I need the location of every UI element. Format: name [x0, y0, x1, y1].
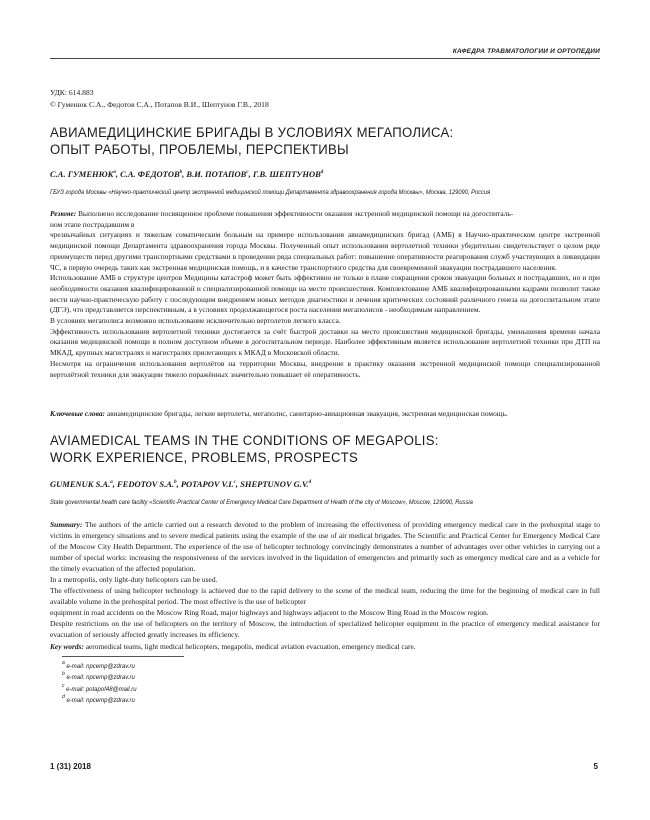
- abstract-en: [50, 519, 600, 640]
- keywords-en-label: Key words:: [50, 642, 84, 651]
- abstract-en-paragraph: The effectiveness of using helicopter technology is achieved due to the rapid delivery to the scene of the medical team, reducing the time for the beginning of medical care in full available volume in the prehospital period. The most effective is the use of helicopter: [50, 586, 600, 606]
- footnote-c: $^c$ e-mail: potapof48@mail.ru: [62, 682, 137, 693]
- authors-en: [50, 479, 311, 489]
- author-ru-1: С.А. $ГУМЕНЮК^а$,: [50, 169, 121, 179]
- abstract-ru-paragraph: Эффективность использования вертолетной техники достигается за счёт быстрой доставки на место происшествия медицинской бригады, уменьшения времени начала оказания медицинской помощи в полном доступном объеме в догоспитальном периоде. Наиболее эффективным является использование вертолетной техники при ДТП на МКАД, крупных магистралях и магистралях прилегающих к МКАД в Московской области.: [50, 326, 600, 358]
- abstract-ru-paragraph: чрезвычайных ситуациях и тяжелым соматическим больным на примере использования авиамедицинских бригад (АМБ) в Научно-практическом центре экстренной медицинской помощи Департамента здравоохранения города Москвы. Полученный опыт использования вертолетной техники убедительно свидетельствует о целом ряде преимуществ перед другими транспортными средствами в проведении ряда специальных работ: повышение оперативности реагирования служб участвующих в ликвидации ЧС, в первую очередь таких как экстренная медицинская помощь, и в качестве транспортного средства для своевременной эвакуации пострадавшего населения.: [50, 230, 600, 272]
- issue-number: 1 (31) 2018: [50, 762, 91, 771]
- author-en-2: FEDOTOV S.A.$^b$,: [116, 479, 181, 489]
- abstract-ru: [50, 209, 600, 380]
- title-ru-line1: АВИАМЕДИЦИНСКИЕ БРИГАДЫ В УСЛОВИЯХ МЕГАПОЛИСА:: [50, 125, 454, 140]
- keywords-ru-text: авиамедицинские бригады, легкие вертолеты, мегаполис, санитарно-авиационная эвакуация, экстренная медицинская помощь.: [106, 409, 508, 418]
- page-number: 5: [593, 762, 598, 771]
- footnotes: [62, 660, 137, 705]
- abstract-en-paragraph: Despite restrictions on the use of helicopters on the territory of Moscow, the introduction of specialized helicopter equipment in the practice of emergency medical assistance for evacuation of seriously affected greatly increases its efficiency.: [50, 619, 600, 639]
- footnote-rule: [62, 656, 184, 657]
- title-en-line2: WORK EXPERIENCE, PROBLEMS, PROSPECTS: [50, 450, 359, 465]
- title-en: [50, 432, 589, 466]
- running-head: КАФЕДРА ТРАВМАТОЛОГИИ И ОРТОПЕДИИ: [452, 48, 600, 55]
- footnote-d: $^d$ e-mail: npcemp@zdrav.ru: [62, 693, 135, 704]
- abstract-ru-line: ном этапе пострадавшим в: [50, 219, 135, 229]
- abstract-ru-paragraph: В условиях мегаполиса возможно использование исключительно вертолетов легкого класса.: [50, 316, 341, 326]
- affiliation-ru: ГБУЗ города Москвы «Научно-практический центр экстренной медицинской помощи Департамента здравоохранения города Москвы», Москва, 129090, Россия: [50, 189, 491, 196]
- author-en-3: POTAPOV V.I.$^c$,: [180, 479, 241, 489]
- footnote-b: $^b$ e-mail: npcemp@zdrav.ru: [62, 671, 135, 682]
- abstract-ru-paragraph: Несмотря на ограничения использования вертолётов на территории Москвы, внедрение в практику оказания экстренной медицинской помощи специализированной вертолётной техники для эвакуации тяжело поражённых значительно повышает её оперативность.: [50, 358, 600, 379]
- title-ru-line2: ОПЫТ РАБОТЫ, ПРОБЛЕМЫ, ПЕРСПЕКТИВЫ: [50, 142, 349, 157]
- abstract-en-paragraph: In a metropolis, only light-duty helicopters can be used.: [50, 575, 218, 584]
- header-rule: [50, 58, 600, 59]
- title-en-line1: AVIAMEDICAL TEAMS IN THE CONDITIONS OF MEGAPOLIS:: [50, 433, 439, 448]
- article-meta: [50, 87, 269, 111]
- copyright-line: © Гуменюк С.А., Федотов С.А., Потапов В.И., Шептунов Г.В., 2018: [50, 100, 269, 109]
- abstract-ru-line: Резюме: Выполнено исследование посвященное проблеме повышения эффективности оказания экстренной медицинской помощи на догоспиталь-: [50, 209, 514, 218]
- authors-ru: [50, 169, 323, 179]
- keywords-en-text: aeromedical teams, light medical helicopters, megapolis, medical aviation evacuation, emergency medical care.: [85, 642, 416, 651]
- keywords-ru-label: Ключевые слова:: [50, 409, 105, 418]
- abstract-ru-paragraph: Использование АМБ в структуре центров Медицины катастроф может быть эффективно не только в плане сокращения сроков эвакуации больных и пострадавших, но и при необходимости оказания квалифицированной и специализированной помощи на месте происшествия. Комплектование АМБ квалифицированными кадрами позволит также вести научно-практическую работу с последующим внедрением новых методов диагностики и лечения критических состояний различного генеза на догоспитальном этапе (ДГЭ), что представляется перспективным, а в условиях продолжающегося роста населения мегаполисов - необходимым направлением.: [50, 273, 600, 315]
- affiliation-en: State governmental health care facility «Scientific-Practical Center of Emergency Medical Care Department of Health of the city of Moscow», Moscow, 129090, Russia: [50, 499, 473, 506]
- author-en-1: GUMENUK S.A.$^a$,: [50, 479, 117, 489]
- udk-code: УДК: 614.883: [50, 88, 94, 97]
- author-ru-4: Г.В. ШЕПТУНОВ$^d$: [252, 169, 324, 179]
- author-en-4: SHEPTUNOV G.V.$^d$: [240, 479, 312, 489]
- author-ru-3: В.И. ПОТАПОВ$^c$,: [186, 169, 253, 179]
- abstract-en-paragraph: equipment in road accidents on the Moscow Ring Road, major highways and highways adjacent to the Moscow Ring Road in the Moscow region.: [50, 608, 489, 617]
- keywords-ru: [50, 409, 600, 418]
- abstract-en-label: Summary:: [50, 520, 83, 529]
- title-ru: [50, 124, 589, 158]
- keywords-en: [50, 642, 600, 651]
- abstract-en-paragraph: Summary: The authors of the article carried out a research devoted to the problem of increasing the effectiveness of providing emergency medical care in the prehospital stage to victims in emergency situations and to severe medical patients using the example of the use of air medical brigades. The Scientific and Practical Center for Emergency Medical Care of the Moscow City Health Department. The experience of the use of helicopter technology convincingly demonstrates a number of advantages over other vehicles in carrying out a number of special works: increasing the responsiveness of the services involved in the liquidation of emergencies and primarily such as emergency medical care and as a vehicle for the timely evacuation of the affected population.: [50, 520, 600, 573]
- author-ru-2: С.А. ФЕДОТОВ$^b$,: [120, 169, 187, 179]
- footnote-a: $^a$ e-mail: npcemp@zdrav.ru: [62, 660, 135, 670]
- abstract-ru-label: Резюме:: [50, 209, 77, 218]
